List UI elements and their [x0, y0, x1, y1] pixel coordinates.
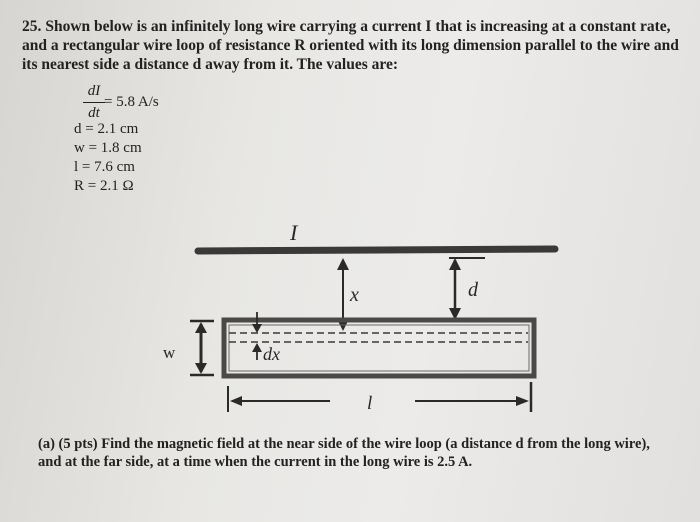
rate-numerator: dI: [87, 83, 101, 99]
w-arrow-up-head: [195, 322, 207, 333]
long-wire: [198, 249, 555, 251]
l-arrow-left-head: [230, 396, 242, 406]
d-label: d: [468, 279, 478, 301]
current-label: I: [290, 220, 298, 245]
problem-line-2: and a rectangular wire loop of resistance R oriented with its long dimension parallel to the wire and: [22, 37, 679, 54]
dx-label: dx: [263, 344, 280, 364]
l-label: l: [367, 393, 373, 414]
part-a-question: [38, 435, 688, 471]
x-arrow-up-head: [337, 258, 349, 270]
part-a-line-2: and at the far side, at a time when the current in the long wire is 2.5 A.: [38, 454, 473, 470]
problem-line-1: 25. Shown below is an infinitely long wire carrying a current I that is increasing at a constant rate,: [22, 18, 671, 35]
value-w: w = 1.8 cm: [74, 140, 142, 156]
dx-arrow-bottom-head: [252, 343, 262, 352]
l-arrow-right-head: [516, 396, 529, 406]
w-arrow-down-head: [195, 363, 207, 374]
dx-arrow-top-head: [252, 324, 262, 333]
problem-line-3: its nearest side a distance d away from it. The values are:: [22, 56, 399, 73]
x-label: x: [350, 284, 359, 306]
w-label: w: [163, 343, 176, 362]
part-a-line-1: (a) (5 pts) Find the magnetic field at the near side of the wire loop (a distance d from the long wire),: [38, 436, 650, 452]
value-R: R = 2.1 Ω: [74, 178, 134, 194]
value-d: d = 2.1 cm: [74, 121, 139, 137]
rate-denominator: dt: [88, 105, 100, 121]
d-arrow-up-head: [449, 258, 461, 270]
rate-value: = 5.8 A/s: [104, 94, 159, 110]
value-l: l = 7.6 cm: [74, 159, 135, 175]
problem-number: 25.: [22, 18, 42, 35]
